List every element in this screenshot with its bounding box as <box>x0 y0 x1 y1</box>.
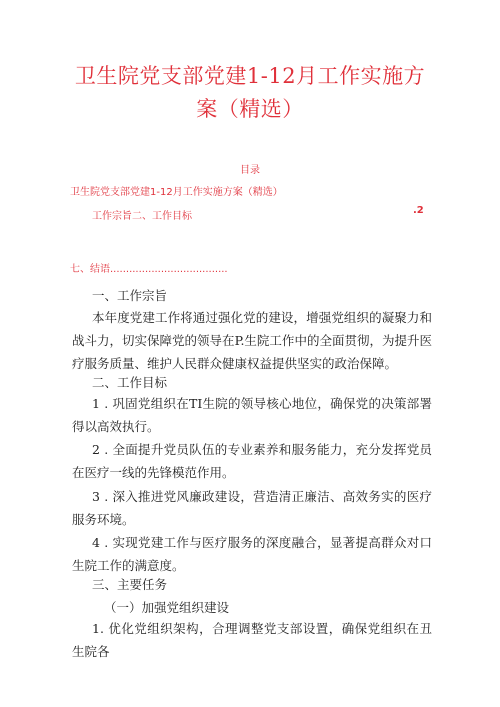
section-1-paragraph: 本年度党建工作将通过强化党的建设，增强党组织的凝聚力和战斗力，切实保障党的领导在P.生院工作中的全面贯彻，为提升医疗服务质量、维护人民群众健康权益提供坚实的政治保障。 <box>72 310 432 371</box>
toc-item-main[interactable]: 卫生院党支部党建1-12月工作实施方案（精选） <box>70 187 283 198</box>
section-1-heading: 一、工作宗旨 <box>92 288 168 303</box>
goal-item-3: 3 . 深入推进党风廉政建设，营造清正廉洁、高效务实的医疗服务环境。 <box>72 489 432 527</box>
section-3-subheading: （一）加强党组织建设 <box>104 600 230 615</box>
toc-item-goals-page: .2 <box>413 205 424 216</box>
toc-item-goals[interactable]: 工作宗旨二、工作目标 <box>92 211 192 222</box>
section-2-heading: 二、工作目标 <box>92 375 168 390</box>
toc-heading: 目录 <box>240 165 260 176</box>
document-title <box>60 60 440 126</box>
goal-item-1: 1 . 巩固党组织在TI生院的领导核心地位，确保党的决策部署得以高效执行。 <box>72 396 432 434</box>
goal-item-4: 4 . 实现党建工作与医疗服务的深度融合，显著提高群众对口生院工作的满意度。 <box>72 535 432 573</box>
title-line-2: 案（精选） <box>196 97 304 121</box>
task-item-1: 1. 优化党组织架构，合理调整党支部设置，确保党组织在丑生院各 <box>72 621 432 659</box>
goal-item-2: 2 . 全面提升党员队伍的专业素养和服务能力，充分发挥党员在医疗一线的先锋模范作用。 <box>72 442 432 480</box>
toc-item-conclusion[interactable]: 七、结语..................................... <box>70 264 228 275</box>
section-3-heading: 三、主要任务 <box>92 577 168 592</box>
title-line-1: 卫生院党支部党建1-12月工作实施方 <box>74 64 426 88</box>
